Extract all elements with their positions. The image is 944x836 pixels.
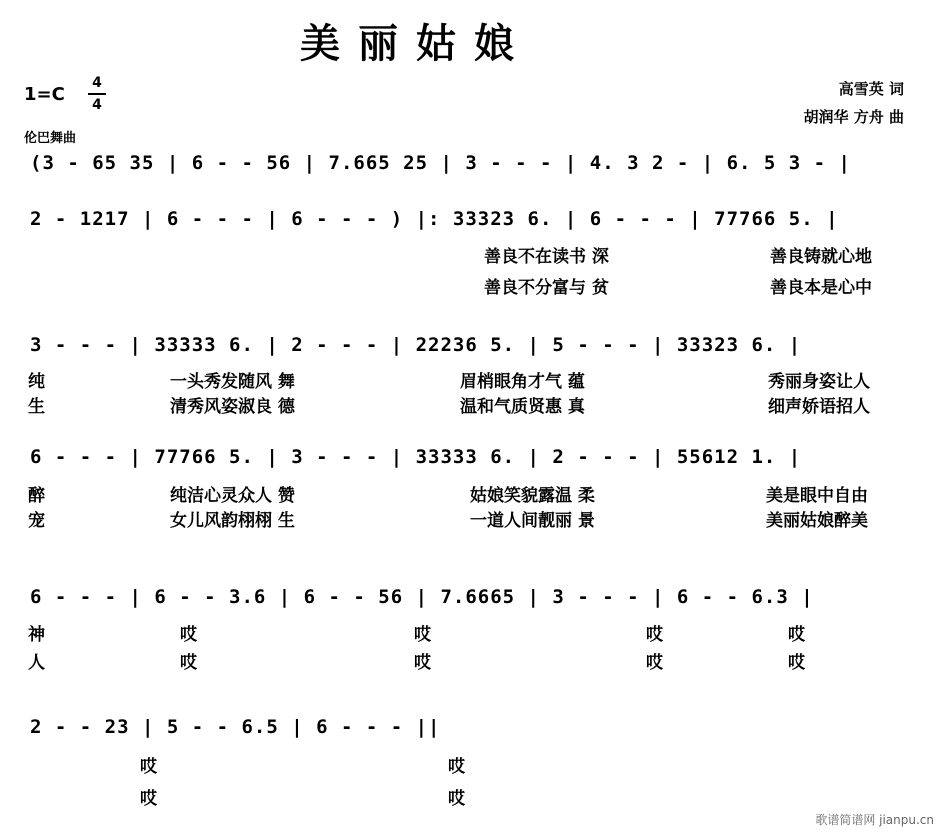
lyric-3h: 美丽姑娘醉美 <box>766 511 868 531</box>
lyric-4b: 人 <box>28 653 45 673</box>
lyric-3c: 姑娘笑貌露温 柔 <box>470 486 595 506</box>
page-title: 美丽姑娘 <box>300 20 532 67</box>
lyric-1a: 善良不在读书 深 <box>484 247 609 267</box>
lyric-ai: 哎 <box>414 653 431 673</box>
style-label: 伦巴舞曲 <box>24 131 77 146</box>
lyric-ai: 哎 <box>788 653 805 673</box>
lyric-ai: 哎 <box>140 789 157 809</box>
lyric-2e: 生 <box>28 397 45 417</box>
lyric-3b: 纯洁心灵众人 赞 <box>170 486 295 506</box>
meter-bottom: 4 <box>92 97 102 113</box>
lyric-2h: 细声娇语招人 <box>768 397 870 417</box>
key-signature: 1=C <box>24 84 65 105</box>
lyric-ai: 哎 <box>180 653 197 673</box>
lyric-3f: 女儿风韵栩栩 生 <box>170 511 295 531</box>
lyric-2g: 温和气质贤惠 真 <box>460 397 585 417</box>
lyric-3a: 醉 <box>28 486 45 506</box>
score-row-4: 6 - - - | 77766 5. | 3 - - - | 33333 6. | 2 - - - | 55612 1. | <box>30 446 802 468</box>
lyric-ai: 哎 <box>448 757 465 777</box>
lyric-2b: 一头秀发随风 舞 <box>170 372 295 392</box>
lyric-ai: 哎 <box>414 625 431 645</box>
lyric-1b: 善良铸就心地 <box>770 247 872 267</box>
lyric-ai: 哎 <box>448 789 465 809</box>
composer: 胡润华 方舟 曲 <box>803 108 904 126</box>
lyric-ai: 哎 <box>646 625 663 645</box>
score-row-6: 2 - - 23 | 5 - - 6.5 | 6 - - - || <box>30 716 441 738</box>
score-row-5: 6 - - - | 6 - - 3.6 | 6 - - 56 | 7.6665 | 3 - - - | 6 - - 6.3 | <box>30 586 814 608</box>
lyric-2a: 纯 <box>28 372 45 392</box>
lyric-ai: 哎 <box>140 757 157 777</box>
lyric-ai: 哎 <box>788 625 805 645</box>
score-row-1: (3 - 65 35 | 6 - - 56 | 7.665 25 | 3 - - - | 4. 3 2 - | 6. 5 3 - | <box>30 152 851 174</box>
lyric-ai: 哎 <box>646 653 663 673</box>
lyric-3e: 宠 <box>28 511 45 531</box>
time-signature <box>88 74 106 114</box>
lyric-1d: 善良本是心中 <box>770 278 872 298</box>
meter-top: 4 <box>92 75 102 91</box>
lyric-2f: 清秀风姿淑良 德 <box>170 397 295 417</box>
lyric-3g: 一道人间靓丽 景 <box>470 511 595 531</box>
lyric-2d: 秀丽身姿让人 <box>768 372 870 392</box>
watermark: 歌谱简谱网 jianpu.cn <box>815 813 934 827</box>
lyric-3d: 美是眼中自由 <box>766 486 868 506</box>
lyric-1c: 善良不分富与 贫 <box>484 278 609 298</box>
lyric-2c: 眉梢眼角才气 蕴 <box>460 372 585 392</box>
lyric-ai: 哎 <box>180 625 197 645</box>
score-row-2: 2 - 1217 | 6 - - - | 6 - - - ) |: 33323 6. | 6 - - - | 77766 5. | <box>30 208 839 230</box>
score-row-3: 3 - - - | 33333 6. | 2 - - - | 22236 5. | 5 - - - | 33323 6. | <box>30 334 802 356</box>
lyricist: 高雪英 词 <box>838 80 904 98</box>
lyric-4a: 神 <box>28 625 45 645</box>
